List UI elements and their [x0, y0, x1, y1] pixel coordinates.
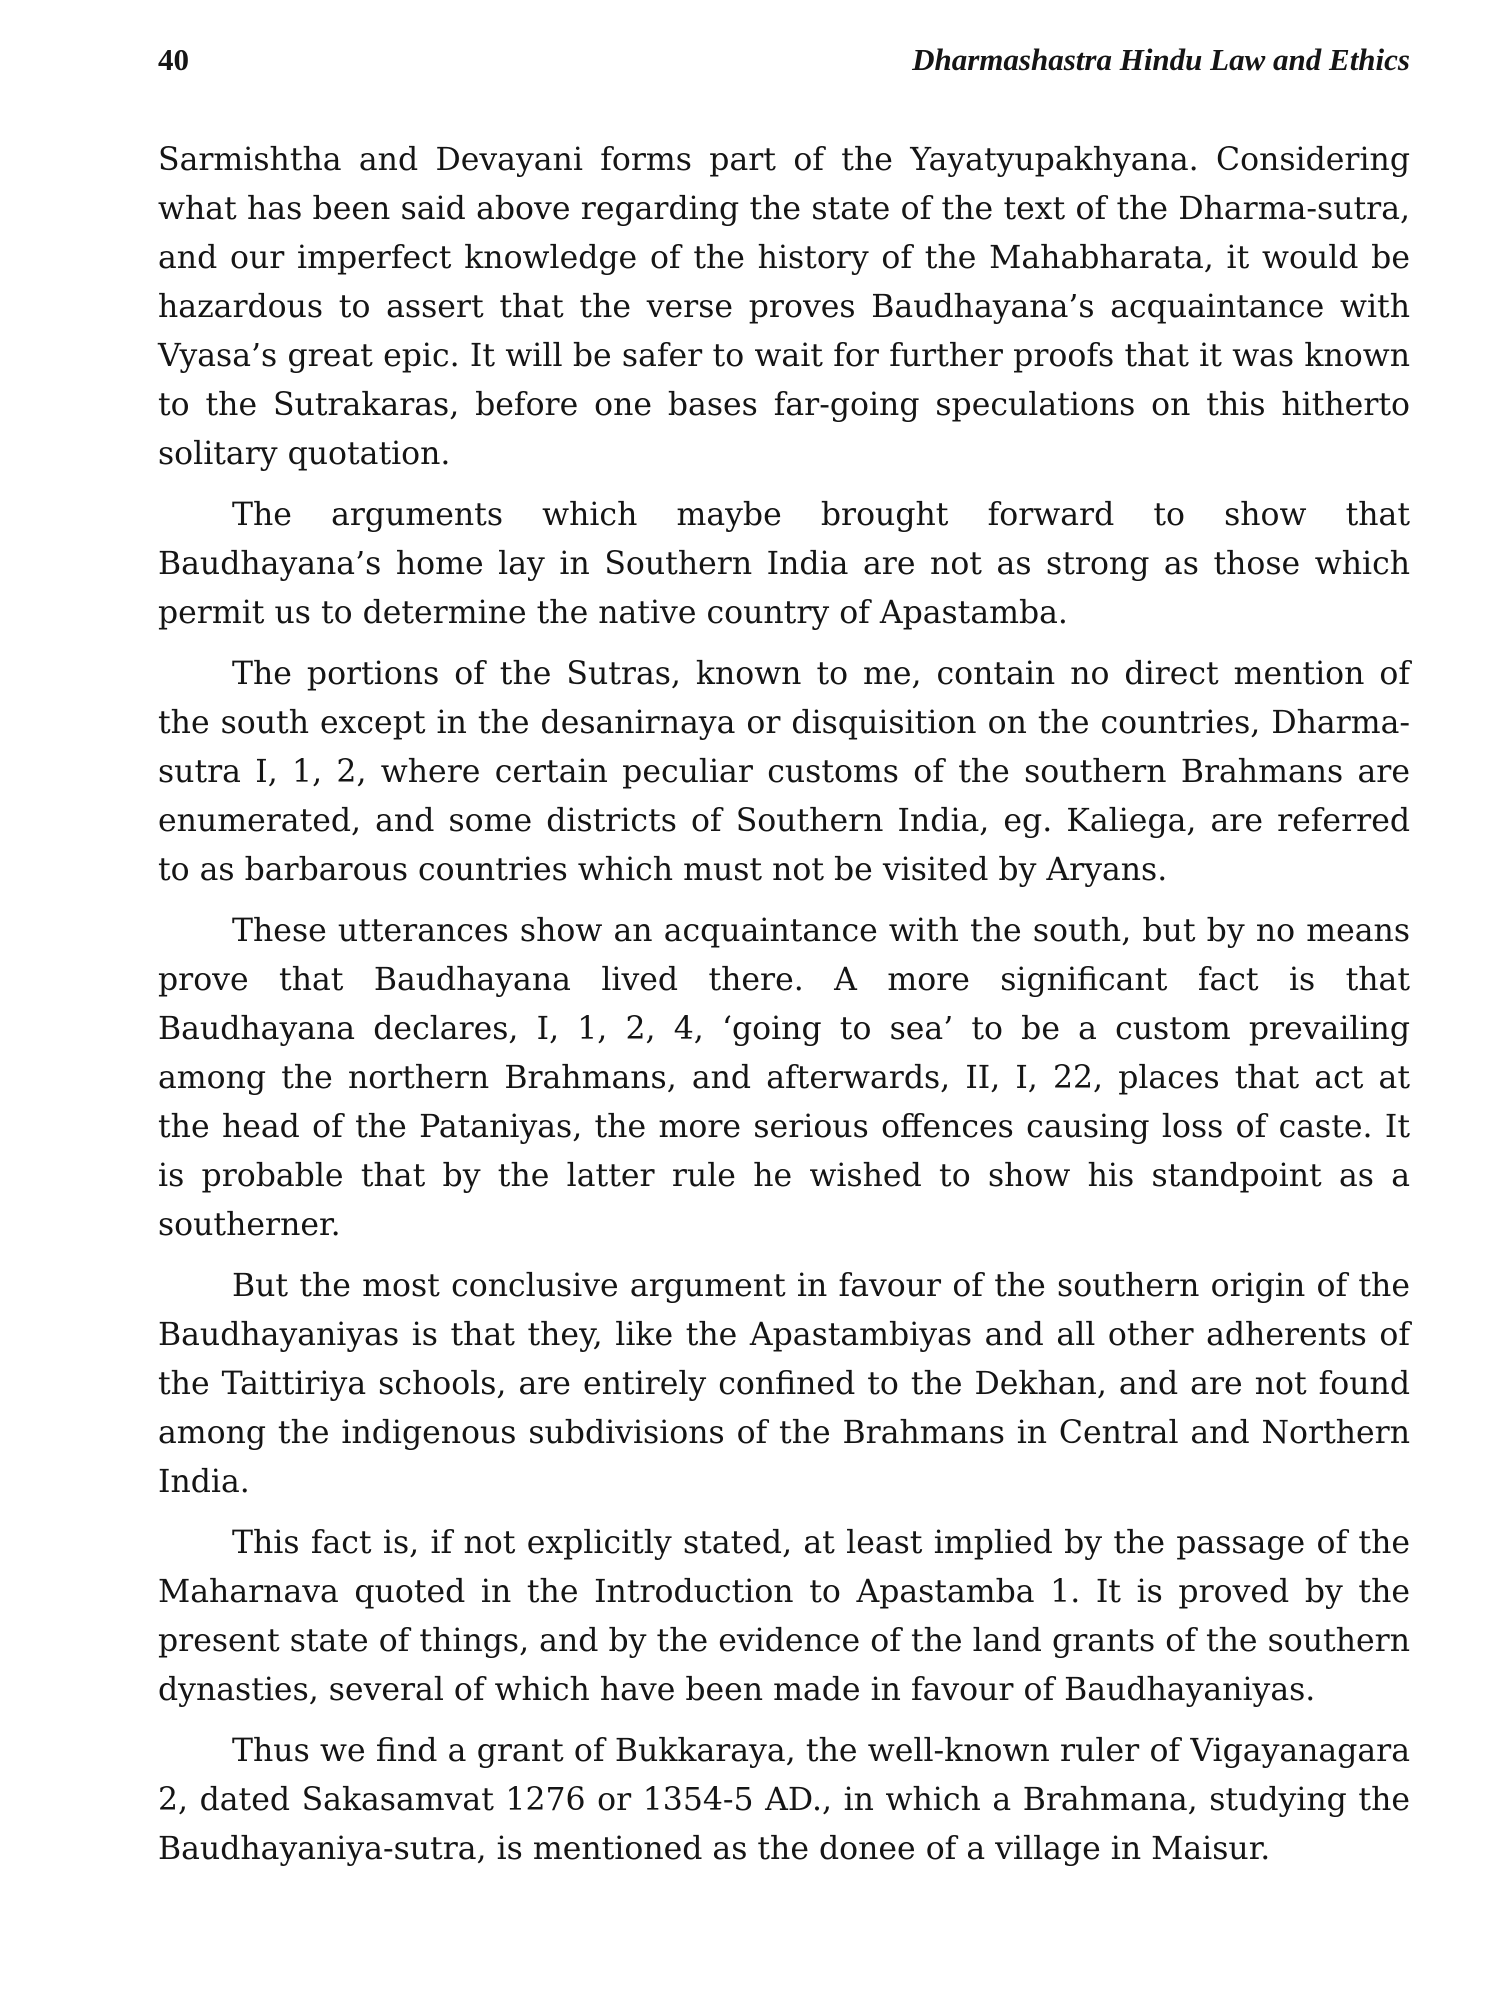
- paragraph-continued: Sarmishtha and Devayani forms part of the Yayatyupakhyana. Considering what has been said above regarding the state of the text of the Dharma-sutra, and our imperfect knowledge of the history of the Mahabharata, it would be hazardous to assert that the verse proves Baudhayana’s acquaintance with Vyasa’s great epic. It will be safer to wait for further proofs that it was known to the Sutrakaras, before one bases far-going speculations on this hitherto solitary quotation.: [158, 142, 1410, 472]
- page-header: [158, 42, 1410, 92]
- page-number: 40: [158, 42, 189, 77]
- paragraph: But the most conclusive argument in favour of the southern origin of the Baudhayaniyas is that they, like the Apastambiyas and all other adherents of the Taittiriya schools, are entirely confined to the Dekhan, and are not found among the indigenous subdivisions of the Brahmans in Central and Northern India.: [158, 1268, 1410, 1500]
- paragraph: Thus we find a grant of Bukkaraya, the well-known ruler of Vigayanagara 2, dated Sakasamvat 1276 or 1354-5 AD., in which a Brahmana, studying the Baudhayaniya-sutra, is mentioned as the donee of a village in Maisur.: [158, 1733, 1410, 1867]
- paragraph: This fact is, if not explicitly stated, at least implied by the passage of the Maharnava quoted in the Introduction to Apastamba 1. It is proved by the present state of things, and by the evidence of the land grants of the southern dynasties, several of which have been made in favour of Baudhayaniyas.: [158, 1525, 1410, 1708]
- body-text: [158, 136, 1410, 1886]
- running-title: Dharmashastra Hindu Law and Ethics: [912, 42, 1410, 77]
- paragraph: These utterances show an acquaintance with the south, but by no means prove that Baudhayana lived there. A more significant fact is that Baudhayana declares, I, 1, 2, 4, ‘going to sea’ to be a custom prevailing among the northern Brahmans, and afterwards, II, I, 22, places that act at the head of the Pataniyas, the more serious offences causing loss of caste. It is probable that by the latter rule he wished to show his standpoint as a southerner.: [158, 913, 1410, 1243]
- paragraph: The arguments which maybe brought forward to show that Baudhayana’s home lay in Southern India are not as strong as those which permit us to determine the native country of Apastamba.: [158, 497, 1410, 631]
- paragraph: The portions of the Sutras, known to me, contain no direct mention of the south except in the desanirnaya or disquisition on the countries, Dharma-sutra I, 1, 2, where certain peculiar customs of the southern Brahmans are enumerated, and some districts of Southern India, eg. Kaliega, are referred to as barbarous countries which must not be visited by Aryans.: [158, 656, 1410, 888]
